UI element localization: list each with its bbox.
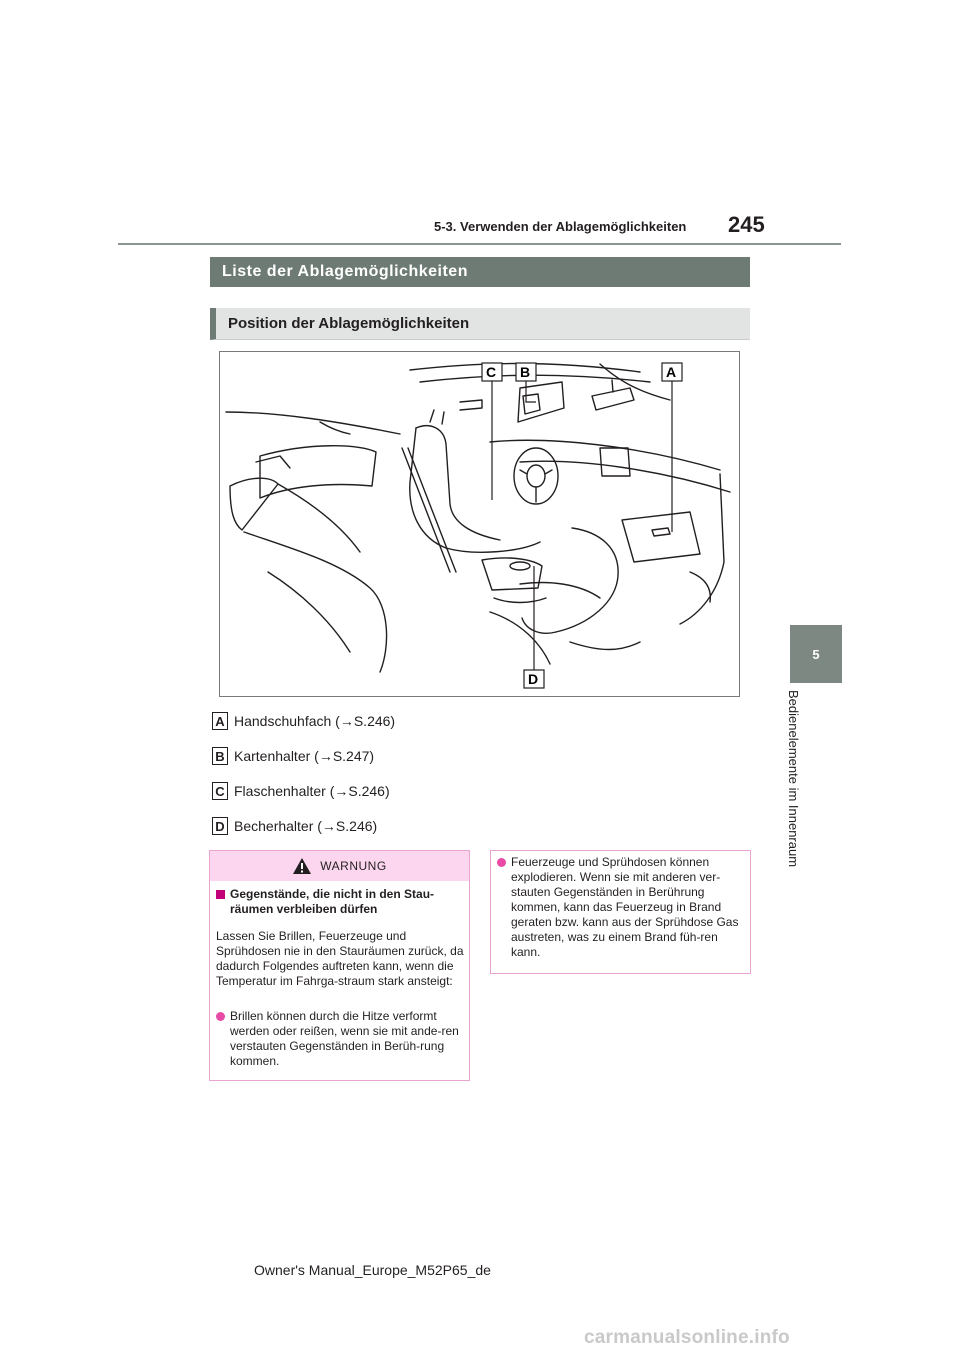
callout-b: B bbox=[520, 364, 531, 380]
callout-c: C bbox=[486, 364, 497, 380]
warning-bullet: Brillen können durch die Hitze verformt werden oder reißen, wenn sie mit ande-ren verstauten Gegenständen in Berüh-rung kommen. bbox=[216, 1009, 468, 1069]
warning-title: WARNUNG bbox=[320, 859, 387, 873]
warning-header bbox=[210, 851, 469, 881]
warning-bullet: Feuerzeuge und Sprühdosen können explodieren. Wenn sie mit anderen ver-stauten Gegenständen in Berührung kommen, kann das Feuerzeug in Brand geraten bzw. kann aus der Sprühdose Gas austreten, was zu einem Brand füh-ren kann. bbox=[497, 855, 749, 960]
car-interior-drawing bbox=[220, 352, 739, 696]
section-heading: Liste der Ablagemöglichkeiten bbox=[210, 257, 750, 287]
interior-illustration bbox=[219, 351, 740, 697]
subsection-heading: Position der Ablagemöglichkeiten bbox=[210, 308, 750, 340]
legend-label-a: Handschuhfach (→S.246) bbox=[234, 713, 396, 729]
legend-key-a: A bbox=[212, 712, 228, 730]
legend-label-d: Becherhalter (→S.246) bbox=[234, 818, 378, 834]
callout-d: D bbox=[528, 671, 539, 687]
legend-item-map-holder bbox=[212, 746, 374, 766]
header-divider bbox=[118, 243, 841, 245]
warning-subheading: Gegenstände, die nicht in den Stau-räumen verbleiben dürfen bbox=[216, 887, 464, 917]
chapter-title-vertical bbox=[778, 690, 802, 880]
footer-manual-id: Owner's Manual_Europe_M52P65_de bbox=[254, 1262, 491, 1278]
chapter-title-text: Bedienelemente im Innenraum bbox=[786, 690, 801, 868]
header-section-title: 5-3. Verwenden der Ablagemöglichkeiten bbox=[434, 219, 687, 234]
legend-key-d: D bbox=[212, 817, 228, 835]
warning-box bbox=[209, 850, 470, 1081]
legend-label-b: Kartenhalter (→S.247) bbox=[234, 748, 375, 764]
legend-item-bottle-holder bbox=[212, 781, 390, 801]
legend-key-b: B bbox=[212, 747, 228, 765]
watermark: carmanualsonline.info bbox=[584, 1327, 790, 1348]
legend-item-glovebox bbox=[212, 711, 395, 731]
warning-triangle-icon bbox=[292, 857, 312, 875]
legend-item-cup-holder bbox=[212, 816, 377, 836]
callout-a: A bbox=[666, 364, 677, 380]
legend-label-c: Flaschenhalter (→S.246) bbox=[234, 783, 390, 799]
warning-body: Lassen Sie Brillen, Feuerzeuge und Sprühdosen nie in den Stauräumen zurück, da dadurch Folgendes auftreten kann, wenn die Temperatur im Fahrga-straum stark ansteigt: bbox=[216, 929, 464, 988]
warning-box-continued bbox=[490, 850, 751, 974]
legend-key-c: C bbox=[212, 782, 228, 800]
chapter-tab: 5 bbox=[790, 625, 842, 683]
page-number: 245 bbox=[728, 212, 765, 237]
